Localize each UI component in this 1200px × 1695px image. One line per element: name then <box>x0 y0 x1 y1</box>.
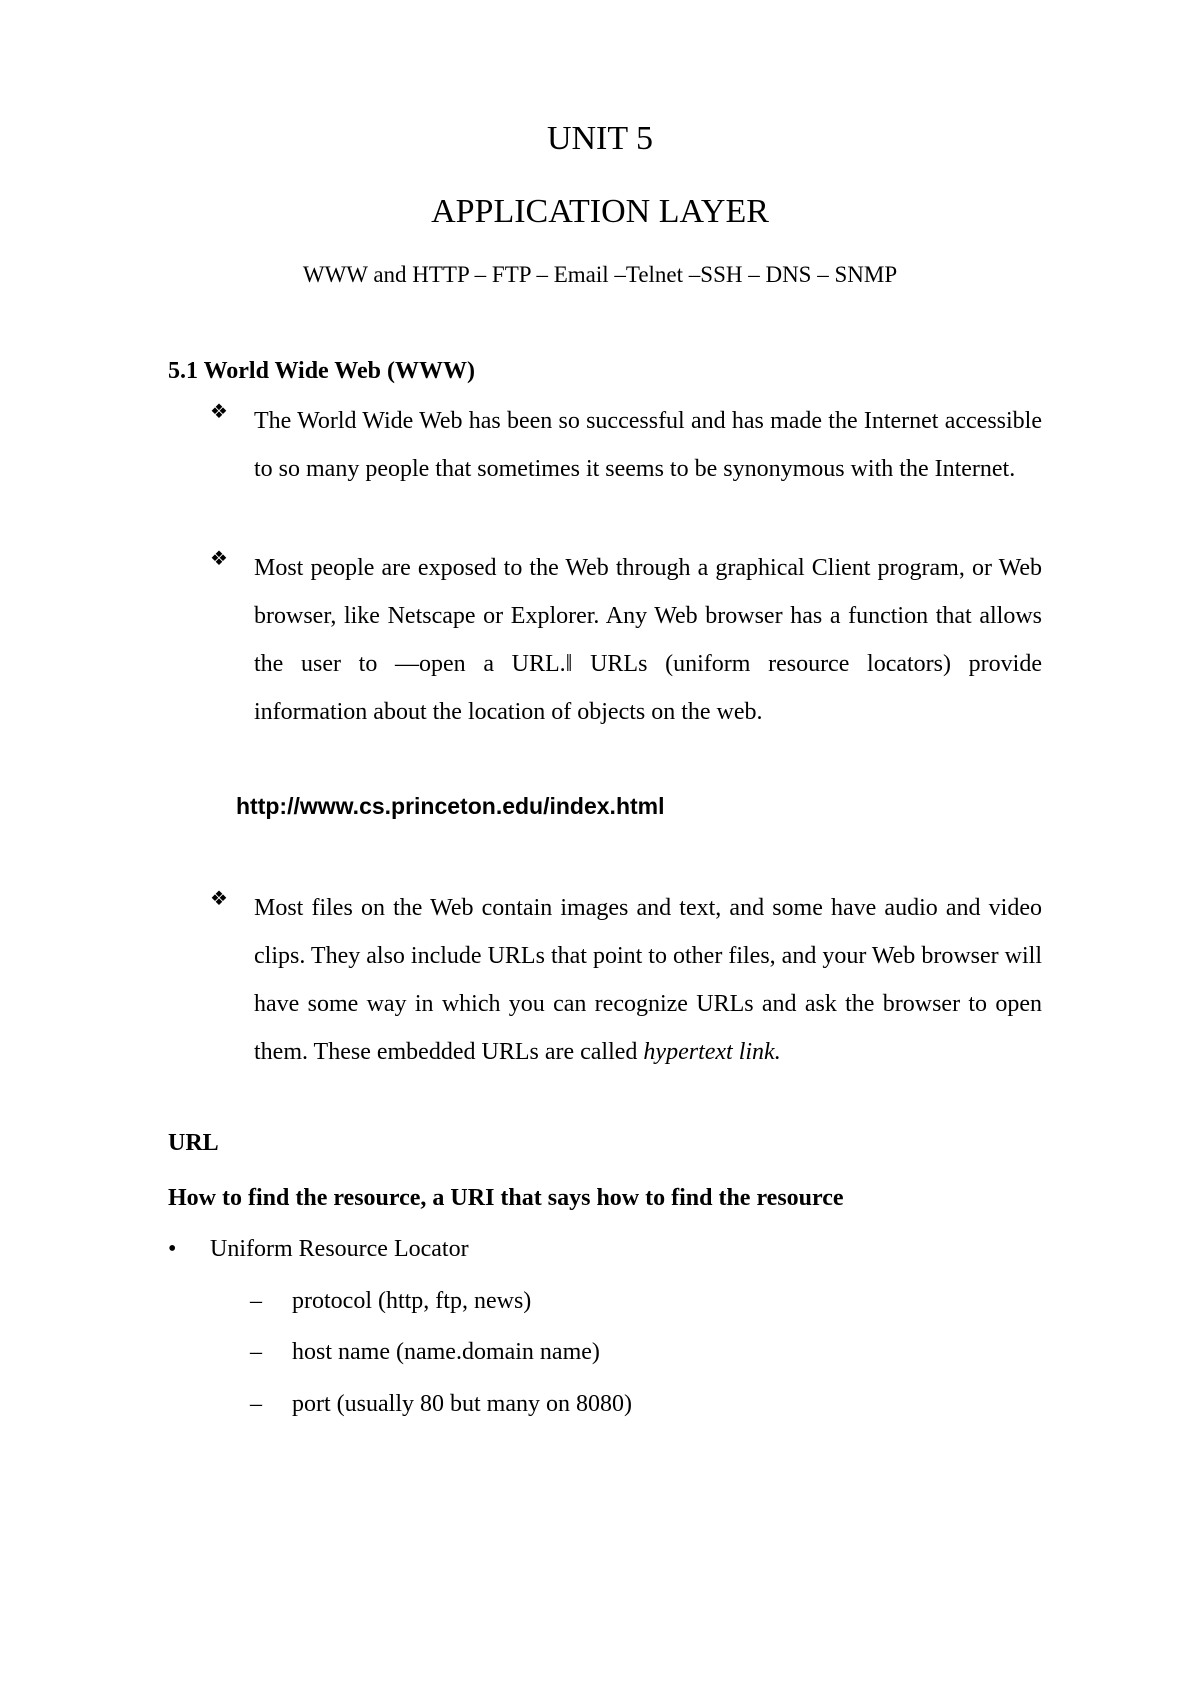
list-item-text: Uniform Resource Locator <box>210 1236 469 1262</box>
unit-title: UNIT 5 <box>546 120 654 157</box>
diamond-bullet-icon: ❖ <box>210 399 228 423</box>
bullet-text <box>254 884 1042 1076</box>
sub-list-item-text: host name (name.domain name) <box>292 1339 600 1365</box>
example-url: http://www.cs.princeton.edu/index.html <box>236 793 665 819</box>
sub-list-item-text: port (usually 80 but many on 8080) <box>292 1391 632 1417</box>
dash-bullet-icon: – <box>250 1339 262 1365</box>
chapter-title: APPLICATION LAYER <box>431 193 769 230</box>
dot-bullet-icon: • <box>168 1236 177 1262</box>
url-subheading: How to find the resource, a URI that says how to find the resource <box>168 1185 844 1211</box>
bullet-text-plain: Most files on the Web contain images and text, and some have audio and video clips. They also include URLs that point to other files, and your Web browser will have some way in which you can recognize URLs and ask the browser to open them. These embedded URLs are called <box>254 895 1042 1065</box>
sub-list-item-text: protocol (http, ftp, news) <box>292 1288 532 1314</box>
topics-subtitle: WWW and HTTP – FTP – Email –Telnet –SSH – DNS – SNMP <box>302 262 898 287</box>
dash-bullet-icon: – <box>250 1391 262 1417</box>
url-heading: URL <box>168 1130 219 1156</box>
bullet-text: Most people are exposed to the Web through a graphical Client program, or Web browser, like Netscape or Explorer. Any Web browser has a function that allows the user to ―open a URL.‖ URLs (uniform resource locators) provide information about the location of objects on the web. <box>254 555 1042 725</box>
diamond-bullet-icon: ❖ <box>210 886 228 910</box>
dash-bullet-icon: – <box>250 1288 262 1314</box>
diamond-bullet-icon: ❖ <box>210 546 228 570</box>
bullet-text: The World Wide Web has been so successful and has made the Internet accessible to so many people that sometimes it seems to be synonymous with the Internet. <box>254 408 1042 482</box>
section-heading-www: 5.1 World Wide Web (WWW) <box>168 358 475 384</box>
hypertext-link-term: hypertext link. <box>643 1039 781 1065</box>
